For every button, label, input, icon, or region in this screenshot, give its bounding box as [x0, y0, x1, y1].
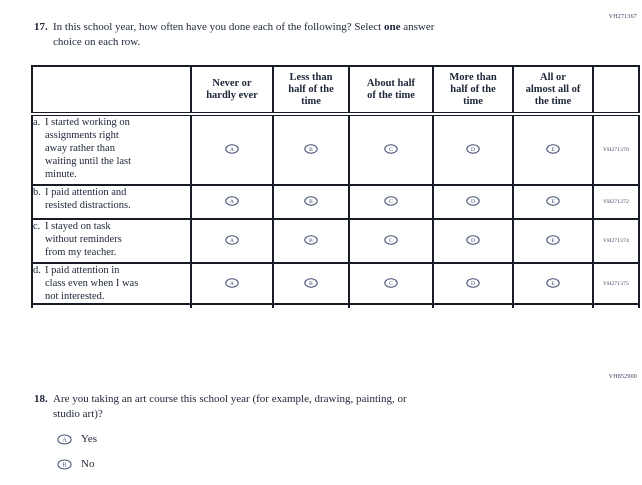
- row-c-vh-code: VH271374: [593, 219, 639, 263]
- answer-bubble-d[interactable]: [466, 235, 480, 245]
- q18-option-yes-label: Yes: [81, 433, 98, 445]
- row-a-statement-text: I started working on assignments right away rather than waiting until the last minute.: [45, 117, 132, 180]
- row-d-statement: [32, 263, 191, 304]
- question-18-line2: studio art)?: [53, 408, 103, 420]
- answer-bubble-b[interactable]: [304, 278, 318, 288]
- bubble-oval-icon: [57, 434, 72, 445]
- bubble-oval-icon: [304, 196, 318, 206]
- bubble-oval-icon: [384, 235, 398, 245]
- table-row-a: [32, 114, 639, 185]
- answer-bubble-e[interactable]: [546, 196, 560, 206]
- column-header-all-or-almost-all: All or almost all of the time: [513, 66, 593, 114]
- answer-bubble-e[interactable]: [546, 235, 560, 245]
- question-17-bold-word: one: [384, 21, 401, 33]
- svg-text:B: B: [309, 147, 313, 153]
- question-17-vh-code: VH271367: [608, 14, 637, 20]
- row-d-cell-less-than-half: [273, 263, 349, 304]
- q18-option-no: [57, 458, 94, 471]
- answer-bubble-c[interactable]: [384, 235, 398, 245]
- svg-text:A: A: [62, 437, 67, 444]
- bubble-oval-icon: [225, 196, 239, 206]
- row-c-cell-never: [191, 219, 273, 263]
- bubble-oval-icon: [225, 144, 239, 154]
- bubble-oval-icon: [466, 235, 480, 245]
- row-c-statement-text: I stayed on task without reminders from my teacher.: [45, 221, 122, 258]
- row-a-cell-less-than-half: [273, 114, 349, 185]
- svg-text:B: B: [309, 280, 313, 287]
- svg-text:B: B: [309, 199, 313, 205]
- row-c-letter: c.: [33, 221, 41, 232]
- answer-bubble-b[interactable]: [57, 459, 72, 470]
- svg-text:D: D: [471, 199, 475, 205]
- row-a-vh-code: VH271370: [593, 114, 639, 185]
- answer-bubble-b[interactable]: [304, 196, 318, 206]
- column-header-about-half: About half of the time: [349, 66, 433, 114]
- svg-text:E: E: [551, 147, 555, 153]
- question-17: [34, 20, 574, 50]
- svg-text:C: C: [389, 280, 393, 287]
- answer-bubble-c[interactable]: [384, 278, 398, 288]
- row-d-cell-never: [191, 263, 273, 304]
- bubble-oval-icon: [466, 196, 480, 206]
- question-18: [34, 392, 504, 422]
- answer-bubble-a[interactable]: [225, 196, 239, 206]
- question-18-vh-code: VH852900: [608, 374, 637, 380]
- bubble-oval-icon: [546, 196, 560, 206]
- answer-bubble-a[interactable]: [225, 144, 239, 154]
- answer-bubble-b[interactable]: [304, 235, 318, 245]
- header-blank-cell: [32, 66, 191, 114]
- question-17-text: [53, 20, 434, 50]
- svg-text:C: C: [389, 238, 393, 244]
- row-c-cell-less-than-half: [273, 219, 349, 263]
- row-b-cell-all-or-almost-all: [513, 185, 593, 219]
- row-b-letter: b.: [33, 187, 41, 198]
- answer-bubble-d[interactable]: [466, 196, 480, 206]
- answer-bubble-d[interactable]: [466, 144, 480, 154]
- question-18-line1: Are you taking an art course this school year (for example, drawing, painting, or: [53, 393, 407, 405]
- svg-text:E: E: [551, 199, 555, 205]
- q18-option-no-label: No: [81, 458, 95, 470]
- row-a-letter: a.: [33, 117, 41, 128]
- bubble-oval-icon: [57, 459, 72, 470]
- row-a-cell-all-or-almost-all: [513, 114, 593, 185]
- svg-text:D: D: [471, 238, 475, 244]
- row-c-cell-about-half: [349, 219, 433, 263]
- bubble-oval-icon: [225, 278, 239, 288]
- answer-bubble-c[interactable]: [384, 144, 398, 154]
- row-b-cell-never: [191, 185, 273, 219]
- bubble-oval-icon: [546, 278, 560, 288]
- svg-text:B: B: [62, 462, 67, 469]
- row-a-cell-more-than-half: [433, 114, 513, 185]
- answer-bubble-c[interactable]: [384, 196, 398, 206]
- bubble-oval-icon: [466, 278, 480, 288]
- column-header-more-than-half: More than half of the time: [433, 66, 513, 114]
- row-b-cell-about-half: [349, 185, 433, 219]
- row-a-cell-never: [191, 114, 273, 185]
- row-c-statement: [32, 219, 191, 263]
- answer-bubble-d[interactable]: [466, 278, 480, 288]
- answer-bubble-a[interactable]: [225, 235, 239, 245]
- row-b-vh-code: VH271372: [593, 185, 639, 219]
- row-d-cell-all-or-almost-all: [513, 263, 593, 304]
- bubble-oval-icon: [225, 235, 239, 245]
- row-b-statement-text: I paid attention and resisted distractions.: [45, 187, 131, 211]
- row-c-cell-more-than-half: [433, 219, 513, 263]
- svg-text:D: D: [471, 147, 475, 153]
- row-b-cell-less-than-half: [273, 185, 349, 219]
- table-border-protrusion: [32, 304, 639, 308]
- row-c-cell-all-or-almost-all: [513, 219, 593, 263]
- answer-bubble-e[interactable]: [546, 144, 560, 154]
- answer-bubble-e[interactable]: [546, 278, 560, 288]
- bubble-oval-icon: [384, 278, 398, 288]
- row-a-cell-about-half: [349, 114, 433, 185]
- q17-frequency-table: [31, 65, 640, 308]
- question-18-number: 18.: [34, 393, 48, 405]
- svg-text:C: C: [389, 199, 393, 205]
- svg-text:A: A: [230, 280, 234, 287]
- svg-text:C: C: [389, 147, 393, 153]
- answer-bubble-b[interactable]: [304, 144, 318, 154]
- svg-text:A: A: [230, 147, 234, 153]
- row-d-vh-code: VH271375: [593, 263, 639, 304]
- table-row-b: [32, 185, 639, 219]
- bubble-oval-icon: [546, 235, 560, 245]
- bubble-oval-icon: [384, 196, 398, 206]
- svg-text:D: D: [471, 280, 475, 287]
- question-17-line2: choice on each row.: [53, 36, 141, 48]
- row-d-letter: d.: [33, 265, 41, 276]
- bubble-oval-icon: [384, 144, 398, 154]
- svg-text:A: A: [230, 199, 234, 205]
- bubble-oval-icon: [304, 235, 318, 245]
- row-b-statement: [32, 185, 191, 219]
- answer-bubble-a[interactable]: [57, 434, 72, 445]
- row-a-statement: [32, 114, 191, 185]
- column-header-never-or-hardly-ever: Never or hardly ever: [191, 66, 273, 114]
- svg-text:E: E: [551, 280, 555, 287]
- table-row-c: [32, 219, 639, 263]
- bubble-oval-icon: [466, 144, 480, 154]
- bubble-oval-icon: [304, 144, 318, 154]
- answer-bubble-a[interactable]: [225, 278, 239, 288]
- row-d-cell-more-than-half: [433, 263, 513, 304]
- question-18-text: [53, 392, 407, 422]
- row-d-statement-text: I paid attention in class even when I was not interested.: [45, 265, 139, 302]
- row-b-cell-more-than-half: [433, 185, 513, 219]
- bubble-oval-icon: [304, 278, 318, 288]
- header-code-cell: [593, 66, 639, 114]
- svg-text:E: E: [551, 238, 555, 244]
- table-row-d: [32, 263, 639, 304]
- column-header-less-than-half: Less than half of the time: [273, 66, 349, 114]
- svg-text:B: B: [309, 238, 313, 244]
- question-17-line1: In this school year, how often have you done each of the following? Select one answer: [53, 21, 435, 33]
- row-d-cell-about-half: [349, 263, 433, 304]
- bubble-oval-icon: [546, 144, 560, 154]
- table-header-row: [32, 66, 639, 114]
- svg-text:A: A: [230, 238, 234, 244]
- q18-option-yes: [57, 433, 97, 446]
- question-17-number: 17.: [34, 21, 48, 33]
